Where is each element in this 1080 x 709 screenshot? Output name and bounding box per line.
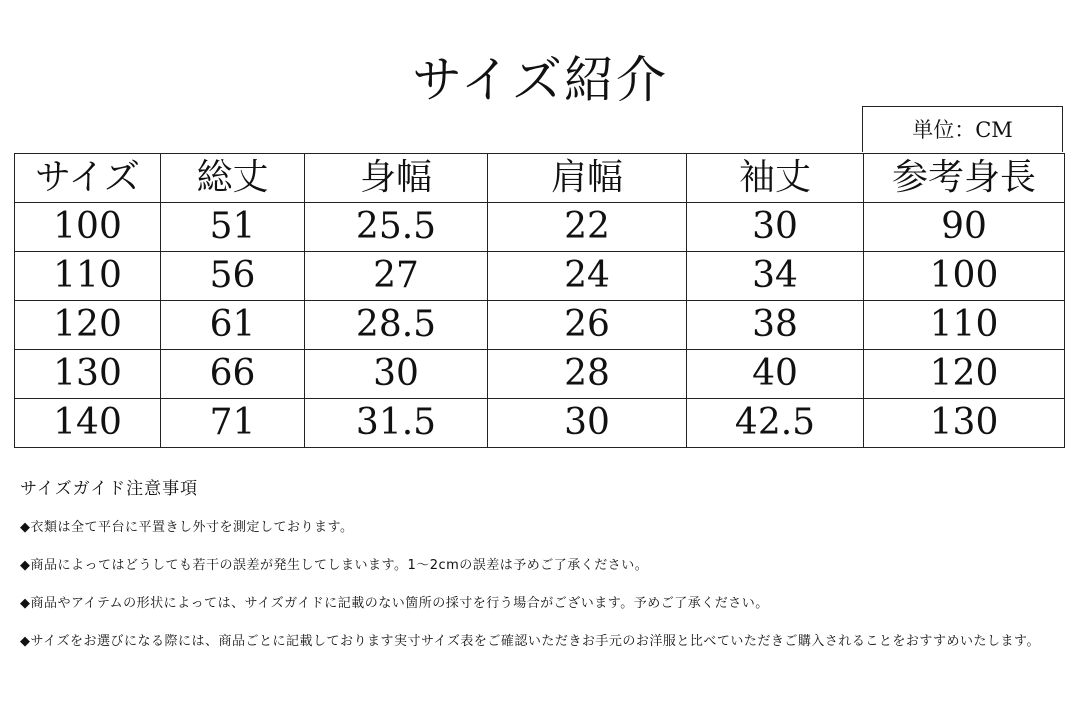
table-cell: 28.5 [305, 301, 488, 350]
table-cell: 71 [161, 399, 305, 448]
table-cell: 27 [305, 252, 488, 301]
table-cell: 31.5 [305, 399, 488, 448]
note-item: ◆商品によってはどうしても若干の誤差が発生してしまいます。1～2cmの誤差は予めご了承ください。 [20, 558, 649, 573]
table-row [15, 350, 1065, 399]
table-cell: 120 [864, 350, 1065, 399]
table-cell: 100 [864, 252, 1065, 301]
header-total-length: 総丈 [161, 154, 305, 203]
table-cell: 22 [488, 203, 687, 252]
unit-label: 単位：CM [862, 106, 1063, 152]
table-cell: 30 [687, 203, 864, 252]
header-body-width: 身幅 [305, 154, 488, 203]
note-item: ◆衣類は全て平台に平置きし外寸を測定しております。 [20, 520, 354, 535]
notes-title: サイズガイド注意事項 [20, 479, 199, 499]
table-cell: 34 [687, 252, 864, 301]
table-cell: 40 [687, 350, 864, 399]
table-cell: 110 [864, 301, 1065, 350]
size-guide-notes [20, 476, 1060, 670]
table-cell: 120 [15, 301, 161, 350]
table-cell: 61 [161, 301, 305, 350]
table-row [15, 252, 1065, 301]
table-cell: 56 [161, 252, 305, 301]
page-title: サイズ紹介 [412, 51, 668, 109]
table-cell: 42.5 [687, 399, 864, 448]
table-cell: 24 [488, 252, 687, 301]
header-reference-height: 参考身長 [864, 154, 1065, 203]
table-cell: 26 [488, 301, 687, 350]
header-shoulder-width: 肩幅 [488, 154, 687, 203]
table-cell: 51 [161, 203, 305, 252]
note-item: ◆商品やアイテムの形状によっては、サイズガイドに記載のない箇所の採寸を行う場合がございます。予めご了承ください。 [20, 596, 769, 611]
table-row [15, 301, 1065, 350]
note-item: ◆サイズをお選びになる際には、商品ごとに記載しております実寸サイズ表をご確認いただきお手元のお洋服と比べていただきご購入されることをおすすめいたします。 [20, 634, 1041, 649]
table-cell: 38 [687, 301, 864, 350]
table-cell: 130 [15, 350, 161, 399]
size-table [14, 153, 1065, 448]
table-row [15, 399, 1065, 448]
table-cell: 28 [488, 350, 687, 399]
header-size: サイズ [15, 154, 161, 203]
table-cell: 100 [15, 203, 161, 252]
table-cell: 130 [864, 399, 1065, 448]
table-cell: 140 [15, 399, 161, 448]
table-header-row [15, 154, 1065, 203]
table-cell: 66 [161, 350, 305, 399]
table-cell: 30 [488, 399, 687, 448]
table-cell: 30 [305, 350, 488, 399]
table-cell: 90 [864, 203, 1065, 252]
table-cell: 25.5 [305, 203, 488, 252]
header-sleeve-length: 袖丈 [687, 154, 864, 203]
table-row [15, 203, 1065, 252]
table-cell: 110 [15, 252, 161, 301]
